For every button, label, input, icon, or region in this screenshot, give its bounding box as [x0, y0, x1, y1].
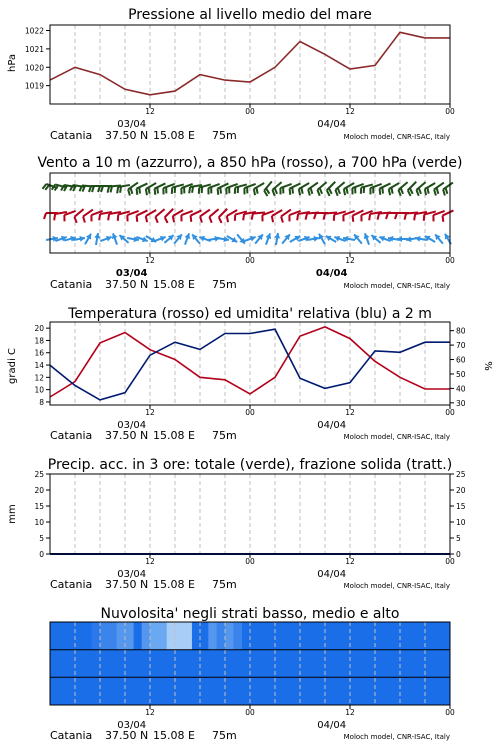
wind-barb-flag — [209, 217, 211, 223]
wind-barb-flag — [227, 216, 228, 222]
wind-barb — [192, 234, 200, 243]
wind-barb — [361, 211, 372, 221]
y-tick-label: 70 — [456, 341, 466, 350]
wind-barb-flag — [369, 214, 370, 220]
y-tick-label: 1021 — [25, 45, 44, 54]
x-tick-label: 12 — [145, 708, 155, 717]
y-tick-label: 14 — [34, 361, 44, 370]
wind-barb-flag — [335, 190, 337, 196]
x-tick-label: 00 — [245, 557, 255, 566]
temperature-y-ticks — [34, 324, 50, 407]
y-tick-label: 10 — [456, 518, 466, 527]
pressure-frame — [50, 25, 450, 104]
location-lat: 37.50 N — [105, 729, 148, 742]
wind-barb-shaft — [434, 183, 444, 190]
location-lon: 15.08 E — [153, 278, 195, 291]
wind-barb-flag — [189, 187, 190, 193]
wind-barb-flag — [344, 189, 345, 195]
wind-barb — [94, 233, 100, 245]
wind-barb-flag — [281, 216, 283, 222]
wind-barb — [155, 209, 164, 223]
cloud-cell — [217, 622, 226, 650]
wind-barb-flag — [290, 189, 291, 195]
cloud-cell — [125, 622, 134, 650]
wind-barb — [434, 183, 444, 196]
wind-barb-flag — [346, 188, 347, 194]
precipitation-x-ticks — [117, 554, 455, 580]
wind-barb-shaft — [155, 209, 164, 217]
wind-barb-flag — [353, 216, 354, 222]
cloud-panel — [50, 606, 455, 742]
location-name: Catania — [50, 429, 92, 442]
date-label: 04/04 — [317, 720, 346, 731]
x-tick-label: 00 — [245, 107, 255, 116]
y-tick-label: 5 — [456, 534, 461, 543]
precipitation-footer — [50, 578, 450, 591]
cloud-cell — [233, 622, 242, 650]
precipitation-ylabel: mm — [7, 504, 18, 523]
wind-barb-flag — [299, 189, 300, 195]
location-elevation: 75m — [212, 578, 237, 591]
wind-barb-flag — [386, 213, 388, 219]
wind-barb-flag — [329, 188, 332, 194]
wind-barb-flag — [408, 190, 411, 196]
wind-barb — [406, 236, 418, 242]
wind-barb-flag — [192, 187, 193, 193]
y-tick-label: 5 — [39, 534, 44, 543]
wind-barb — [255, 234, 263, 243]
wind-barb — [335, 182, 344, 196]
x-tick-label: 12 — [345, 256, 355, 265]
wind-barb-shaft — [264, 181, 272, 190]
wind-barb-flag — [54, 214, 55, 220]
x-tick-label: 00 — [445, 557, 455, 566]
precipitation-gridlines — [75, 474, 425, 554]
wind-barb-flag — [272, 216, 273, 222]
wind-barb — [119, 235, 128, 243]
wind-barb-flag — [99, 214, 100, 220]
wind-barb-shaft — [165, 209, 173, 217]
location-elevation: 75m — [212, 129, 237, 142]
wind-barb-flag — [146, 189, 147, 195]
cloud-cell — [108, 622, 117, 650]
wind-barb — [185, 233, 191, 244]
wind-barb-shaft — [209, 209, 218, 217]
location-name: Catania — [50, 278, 92, 291]
wind-barb-shaft — [327, 182, 335, 190]
model-credit: Moloch model, CNR-ISAC, Italy — [344, 582, 450, 590]
wind-footer — [50, 278, 450, 291]
cloud-cell — [225, 622, 234, 650]
wind-barb — [266, 233, 272, 244]
wind-barb-flag — [401, 188, 403, 194]
cloud-cell — [117, 622, 126, 650]
pressure-title: Pressione al livello medio del mare — [128, 7, 372, 23]
temperature-panel — [7, 306, 493, 442]
wind-barb-flag — [173, 216, 174, 222]
humidity-y-ticks — [450, 327, 466, 408]
y-tick-label: 0 — [39, 550, 44, 559]
wind-barb-flag — [301, 188, 302, 194]
pressure-ylabel: hPa — [7, 54, 18, 72]
precipitation-panel — [7, 457, 466, 591]
x-tick-label: 12 — [145, 408, 155, 417]
x-tick-label: 00 — [445, 408, 455, 417]
pressure-x-ticks — [117, 104, 455, 130]
wind-barb-flag — [44, 213, 46, 219]
wind-barb-shaft — [219, 209, 227, 217]
date-label: 03/04 — [117, 420, 146, 431]
wind-barb — [327, 182, 335, 196]
wind-barb-shaft — [200, 210, 210, 217]
wind-barb-flag — [391, 188, 392, 194]
y-tick-label: 18 — [34, 336, 44, 345]
cloud-cell — [208, 622, 217, 650]
model-credit: Moloch model, CNR-ISAC, Italy — [344, 433, 450, 441]
y-tick-label: 20 — [34, 324, 44, 333]
y-tick-label: 8 — [39, 398, 44, 407]
wind-panel — [37, 155, 462, 291]
wind-barb-flag — [327, 190, 330, 196]
wind-barb-shaft — [137, 183, 148, 188]
date-label: 03/04 — [117, 119, 146, 130]
location-lon: 15.08 E — [153, 129, 195, 142]
wind-barb-flag — [443, 189, 445, 195]
wind-barb-flag — [218, 189, 219, 195]
x-tick-label: 00 — [245, 408, 255, 417]
pressure-y-ticks — [25, 27, 50, 91]
cloud-cell — [92, 622, 101, 650]
precipitation-y-ticks-right — [450, 470, 466, 559]
wind-barb — [282, 234, 290, 243]
pressure-panel — [7, 7, 455, 142]
temperature-footer — [50, 429, 450, 442]
wind-barb — [146, 210, 156, 222]
y-tick-label: 0 — [456, 550, 461, 559]
y-tick-label: 80 — [456, 327, 466, 336]
pressure-footer — [50, 129, 450, 142]
location-elevation: 75m — [212, 429, 237, 442]
x-tick-label: 00 — [445, 708, 455, 717]
cloud-cell — [100, 622, 109, 650]
wind-barb-flag — [157, 187, 158, 193]
wind-barb — [364, 233, 370, 244]
x-tick-label: 12 — [345, 107, 355, 116]
wind-barb-flag — [137, 216, 138, 222]
temperature-title: Temperatura (rosso) ed umidita' relativa (blu) a 2 m — [67, 306, 432, 322]
wind-barb — [408, 182, 416, 196]
date-label: 03/04 — [117, 720, 146, 731]
location-name: Catania — [50, 729, 92, 742]
y-tick-label: 10 — [34, 386, 44, 395]
x-tick-label: 12 — [345, 557, 355, 566]
wind-barb-flag — [405, 214, 406, 220]
cloud-footer — [50, 729, 450, 742]
wind-barb-shaft — [416, 182, 425, 190]
y-tick-label: 1020 — [25, 63, 44, 72]
model-credit: Moloch model, CNR-ISAC, Italy — [344, 133, 450, 141]
precipitation-title: Precip. acc. in 3 ore: totale (verde), frazione solida (tratt.) — [48, 457, 452, 473]
wind-barb — [289, 211, 300, 221]
cloud-cell — [158, 622, 167, 650]
date-label: 04/04 — [317, 569, 346, 580]
x-tick-label: 00 — [245, 708, 255, 717]
wind-barb-flag — [108, 187, 109, 193]
y-tick-label: 15 — [34, 502, 44, 511]
wind-barb — [209, 209, 218, 223]
wind-barb-shaft — [335, 182, 344, 190]
wind-barb-flag — [292, 187, 293, 193]
location-name: Catania — [50, 578, 92, 591]
y-tick-label: 60 — [456, 356, 466, 365]
wind-barb-flag — [320, 188, 322, 194]
location-lon: 15.08 E — [153, 429, 195, 442]
wind-barb — [416, 182, 425, 196]
location-elevation: 75m — [212, 278, 237, 291]
wind-barb-flag — [308, 189, 310, 195]
y-tick-label: 1022 — [25, 27, 44, 36]
wind-barb-flag — [419, 188, 421, 194]
precipitation-frame — [50, 474, 450, 554]
x-tick-label: 12 — [145, 256, 155, 265]
wind-barb-flag — [155, 217, 157, 223]
wind-barbs — [42, 181, 453, 245]
wind-barb-flag — [317, 190, 319, 196]
wind-barb-flag — [443, 216, 444, 222]
wind-barb-flag — [165, 217, 168, 223]
x-tick-label: 00 — [445, 256, 455, 265]
cloud-x-ticks — [117, 705, 455, 731]
wind-barb — [219, 209, 227, 223]
wind-barb-shaft — [425, 183, 435, 189]
wind-barb-flag — [83, 216, 85, 222]
wind-barb — [74, 209, 83, 223]
x-tick-label: 12 — [345, 708, 355, 717]
wind-barb-flag — [297, 214, 298, 220]
wind-barb-flag — [425, 189, 426, 195]
wind-barb — [354, 234, 362, 243]
cloud-cell — [142, 622, 151, 650]
wind-barb — [299, 183, 309, 195]
wind-barb-shaft — [408, 182, 416, 190]
wind-barb-flag — [378, 214, 379, 220]
y-tick-label: 1019 — [25, 82, 44, 91]
wind-barb-flag — [146, 216, 147, 222]
wind-barb — [389, 183, 399, 195]
cloud-cell — [167, 622, 176, 650]
wind-barb-flag — [139, 187, 140, 193]
wind-barb-flag — [108, 214, 109, 220]
cloud-title: Nuvolosita' negli strati basso, medio e alto — [101, 606, 400, 622]
location-elevation: 75m — [212, 729, 237, 742]
y-tick-label: 25 — [456, 470, 466, 479]
x-tick-label: 12 — [345, 408, 355, 417]
wind-barb-flag — [200, 216, 202, 222]
wind-barb — [85, 234, 91, 244]
wind-barb-flag — [155, 189, 156, 195]
wind-barb-flag — [427, 188, 428, 194]
y-tick-label: 25 — [34, 470, 44, 479]
wind-barb — [264, 181, 272, 196]
wind-barb-flag — [191, 216, 192, 222]
wind-barb-flag — [254, 189, 255, 195]
wind-barb — [164, 235, 173, 243]
wind-barb-flag — [382, 187, 383, 193]
cloud-cell — [150, 622, 159, 650]
wind-barb — [371, 235, 380, 243]
wind-barb-flag — [389, 189, 390, 195]
wind-barb-flag — [272, 190, 274, 196]
wind-barb-flag — [416, 190, 418, 196]
y-tick-label: 15 — [456, 502, 466, 511]
y-tick-label: 12 — [34, 373, 44, 382]
wind-barb-flag — [128, 189, 130, 195]
wind-x-ticks — [116, 253, 455, 279]
date-label: 04/04 — [317, 420, 346, 431]
wind-barb — [308, 183, 318, 196]
wind-barb-flag — [120, 187, 121, 193]
wind-barb-flag — [434, 189, 436, 195]
wind-barb-flag — [219, 217, 222, 223]
wind-barb-flag — [220, 187, 221, 193]
model-credit: Moloch model, CNR-ISAC, Italy — [344, 733, 450, 741]
location-lat: 37.50 N — [105, 278, 148, 291]
wind-barb-flag — [243, 214, 244, 220]
wind-barb-flag — [137, 189, 138, 195]
y-tick-label: 20 — [456, 486, 466, 495]
wind-barb-flag — [338, 188, 340, 194]
model-credit: Moloch model, CNR-ISAC, Italy — [344, 282, 450, 290]
wind-barb-flag — [446, 188, 448, 194]
wind-barb-flag — [437, 188, 439, 194]
wind-barb-shaft — [253, 212, 265, 213]
wind-barb-flag — [314, 213, 316, 219]
wind-barb — [425, 183, 435, 195]
precipitation-y-ticks — [34, 470, 50, 559]
location-lon: 15.08 E — [153, 729, 195, 742]
pressure-gridlines — [75, 25, 425, 104]
wind-barb-flag — [256, 188, 257, 194]
wind-barb — [165, 209, 173, 223]
wind-barb — [443, 183, 453, 196]
wind-barb-flag — [380, 189, 381, 195]
wind-barb — [398, 182, 407, 196]
temperature-x-ticks — [117, 405, 455, 431]
wind-barb-flag — [131, 188, 133, 194]
x-tick-label: 00 — [445, 107, 455, 116]
location-lat: 37.50 N — [105, 129, 148, 142]
date-label: 03/04 — [116, 268, 148, 279]
x-tick-label: 12 — [145, 107, 155, 116]
y-tick-label: 50 — [456, 370, 466, 379]
x-tick-label: 12 — [145, 557, 155, 566]
wind-barb-flag — [148, 188, 149, 194]
wind-barb-flag — [74, 217, 76, 223]
wind-barb-flag — [414, 214, 415, 220]
wind-barb-shaft — [308, 183, 318, 190]
temperature-ylabel: gradi C — [7, 348, 18, 384]
wind-barb-flag — [410, 188, 413, 194]
wind-barb — [235, 211, 247, 220]
wind-barb-flag — [311, 188, 313, 194]
wind-barb-flag — [275, 188, 277, 194]
location-lat: 37.50 N — [105, 578, 148, 591]
date-label: 03/04 — [117, 569, 146, 580]
y-tick-label: 40 — [456, 384, 466, 393]
wind-title: Vento a 10 m (azzurro), a 850 hPa (rosso), a 700 hPa (verde) — [37, 155, 462, 171]
date-label: 04/04 — [317, 119, 346, 130]
y-tick-label: 16 — [34, 349, 44, 358]
y-tick-label: 20 — [34, 486, 44, 495]
wind-barb — [154, 236, 165, 242]
wind-barb — [112, 233, 118, 244]
wind-barb — [91, 211, 102, 221]
cloud-cell — [175, 622, 184, 650]
location-lat: 37.50 N — [105, 429, 148, 442]
wind-barb-flag — [306, 214, 307, 220]
x-tick-label: 00 — [245, 256, 255, 265]
wind-barb — [100, 236, 111, 242]
location-name: Catania — [50, 129, 92, 142]
wind-barb-shaft — [443, 183, 453, 190]
wind-barb — [237, 234, 245, 243]
y-tick-label: 30 — [456, 399, 466, 408]
wind-barb-flag — [252, 214, 253, 220]
y-tick-label: 10 — [34, 518, 44, 527]
wind-barb — [319, 234, 325, 244]
location-lon: 15.08 E — [153, 578, 195, 591]
cloud-cell — [183, 622, 192, 650]
date-label: 04/04 — [316, 268, 348, 279]
wind-barb-flag — [117, 187, 118, 193]
wind-barb — [435, 234, 443, 243]
wind-barb-shaft — [74, 209, 83, 217]
humidity-ylabel: % — [482, 361, 493, 371]
